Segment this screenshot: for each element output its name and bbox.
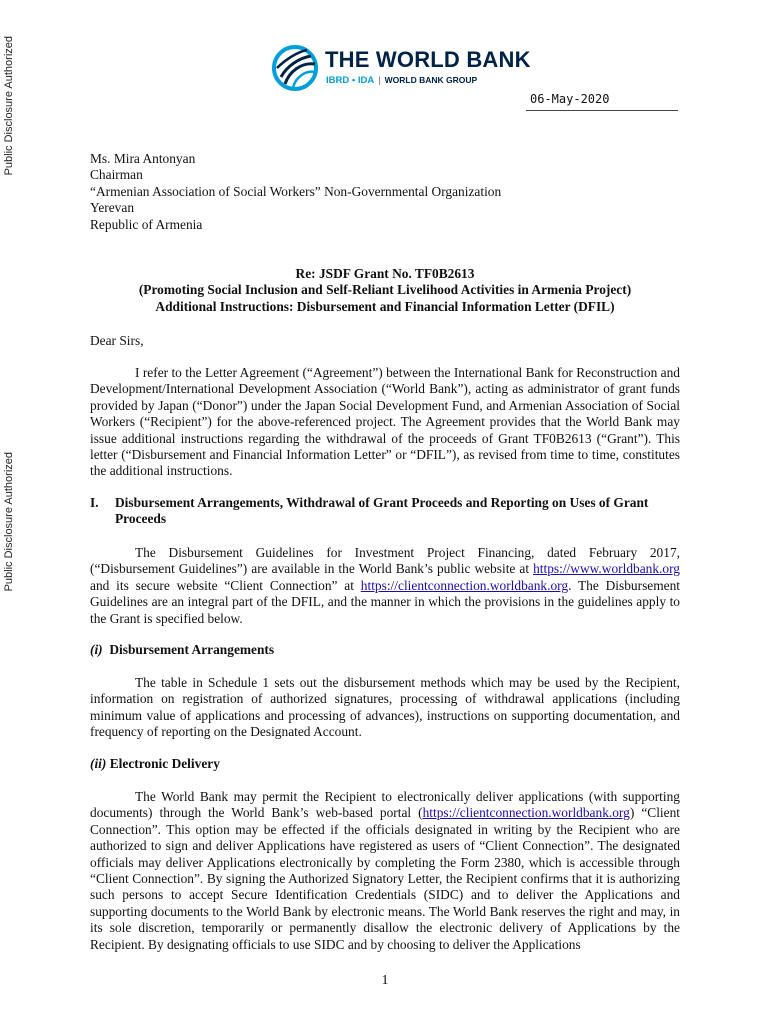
paragraph-guidelines-text-2: and its secure website “Client Connection” at	[90, 577, 361, 593]
subsection-2-title: Electronic Delivery	[109, 756, 220, 771]
subject-line-2: (Promoting Social Inclusion and Self-Reliant Livelihood Activities in Armenia Project)	[138, 282, 632, 298]
paragraph-electronic-text-2: ) “Client Connection”. This option may be effected if the officials designated in writing by the Recipient who are authorized to sign and deliver Applications have registered as users of “Client Connection”. The designated officials may deliver Applications electronically by completing the Form 2380, which is accessible through “Client Connection”. By signing the Authorized Signatory Letter, the Recipient confirms that it is authorizing such persons to accept Secure Identification Credentials (SIDC) and to deliver the Applications and supporting documents to the World Bank by electronic means. The World Bank reserves the right and may, in its sole discretion, temporarily or permanently disallow the electronic delivery of Applications by the Recipient. By designating officials to use SIDC and by choosing to deliver the Applications	[90, 805, 680, 952]
disclosure-stamp-top: Public Disclosure Authorized	[3, 36, 15, 176]
page-number: 1	[381, 973, 389, 988]
recipient-organization: “Armenian Association of Social Workers” Non-Governmental Organization	[90, 183, 502, 199]
subsection-1-title: Disbursement Arrangements	[109, 642, 275, 657]
logo-subtitle: IBRD • IDA | WORLD BANK GROUP	[326, 75, 478, 86]
paragraph-disbursement-arrangements: The table in Schedule 1 sets out the disbursement methods which may be used by the Recipient, information on registration of authorized signatures, processing of withdrawal applications (including minimum value of applications and processing of advances), instructions on supporting documentation, and frequency of reporting on the Designated Account.	[90, 675, 680, 740]
disclosure-stamp-middle: Public Disclosure Authorized	[3, 452, 15, 592]
subject-heading	[88, 266, 682, 315]
salutation: Dear Sirs,	[90, 333, 144, 348]
section-1-number: I.	[90, 495, 99, 510]
subsection-1-heading	[90, 642, 680, 658]
world-bank-logo	[271, 44, 531, 94]
recipient-name: Ms. Mira Antonyan	[90, 151, 196, 166]
paragraph-electronic-delivery	[90, 789, 680, 953]
recipient-address	[90, 151, 680, 233]
recipient-country: Republic of Armenia	[90, 216, 203, 232]
recipient-city: Yerevan	[90, 200, 135, 216]
logo-wordmark: THE WORLD BANK	[325, 47, 531, 72]
logo-group: WORLD BANK GROUP	[384, 75, 478, 85]
paragraph-electronic-text-1: The World Bank may permit the Recipient to electronically deliver applications (with supporting documents) through the World Bank’s web-based portal (	[90, 789, 680, 821]
paragraph-guidelines-text-3: . The Disbursement Guidelines are an integral part of the DFIL, and the manner in which the provisions in the guidelines apply to the Grant is specified below.	[90, 577, 681, 626]
worldbank-link[interactable]: https://www.worldbank.org	[533, 561, 680, 577]
subsection-2-heading	[90, 756, 680, 772]
recipient-title: Chairman	[90, 167, 143, 183]
paragraph-guidelines-text-1: The Disbursement Guidelines for Investment Project Financing, dated February 2017, (“Disbursement Guidelines”) are available in the World Bank’s public website at	[90, 545, 680, 577]
subject-line-3: Additional Instructions: Disbursement and Financial Information Letter (DFIL)	[155, 298, 615, 314]
client-connection-link[interactable]: https://clientconnection.worldbank.org	[360, 577, 569, 593]
subsection-2-number: (ii)	[90, 756, 107, 771]
paragraph-guidelines	[90, 545, 680, 627]
subsection-1-number: (i)	[90, 642, 103, 657]
logo-ibrd-ida: IBRD • IDA	[326, 75, 375, 86]
client-connection-link-2[interactable]: https://clientconnection.worldbank.org	[422, 805, 630, 821]
section-1-title: Disbursement Arrangements, Withdrawal of Grant Proceeds and Reporting on Uses of Grant Proceeds	[115, 495, 649, 527]
date-underline	[526, 110, 678, 111]
subject-line-1: Re: JSDF Grant No. TF0B2613	[295, 266, 475, 281]
paragraph-intro: I refer to the Letter Agreement (“Agreement”) between the International Bank for Reconstruction and Development/International Development Association (“World Bank”), acting as administrator of grant funds provided by Japan (“Donor”) under the Japan Social Development Fund, and Armenian Association of Social Workers (“Recipient”) for the above-referenced project. The Agreement provides that the World Bank may issue additional instructions regarding the withdrawal of the proceeds of Grant TF0B2613 (“Grant”). This letter (“Disbursement and Financial Information Letter” or “DFIL”), as revised from time to time, constitutes the additional instructions.	[90, 365, 680, 479]
letter-date: 06-May-2020	[530, 92, 610, 106]
globe-icon	[271, 44, 319, 92]
